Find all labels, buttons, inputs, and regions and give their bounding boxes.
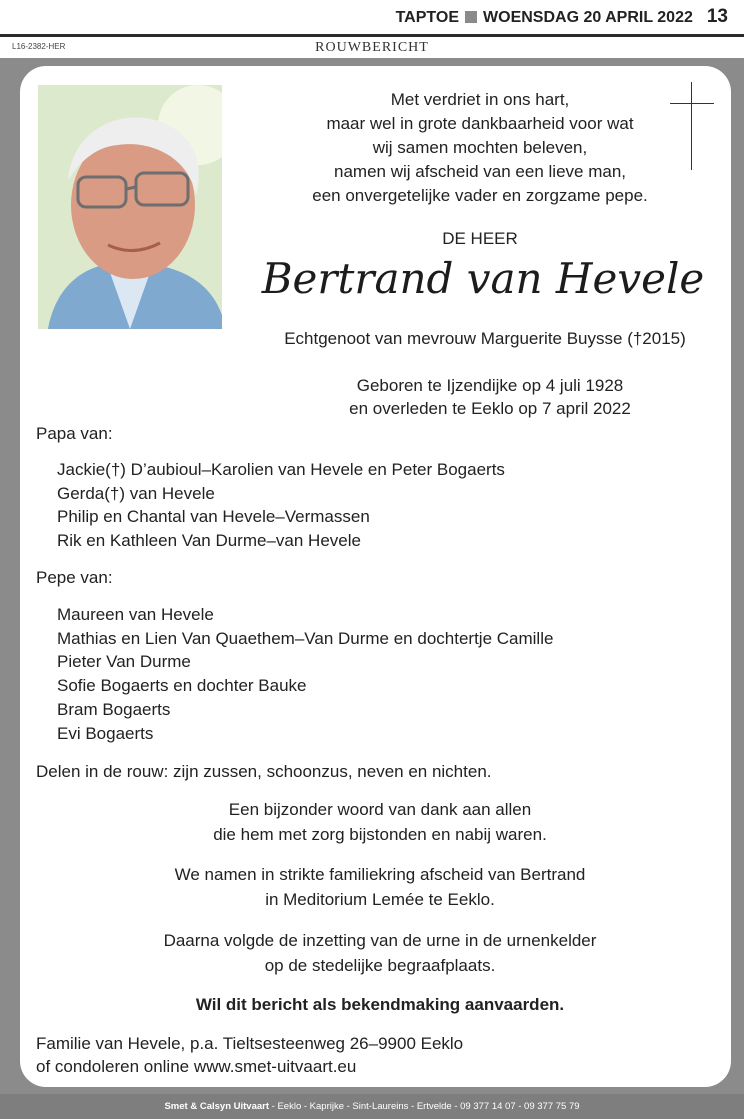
farewell-text xyxy=(40,862,720,912)
papa-list xyxy=(57,458,505,553)
urn-text xyxy=(40,928,720,978)
list-item: Pieter Van Durme xyxy=(57,652,191,672)
urn-line: op de stedelijke begraafplaats. xyxy=(264,956,496,975)
urn-line: Daarna volgde de inzetting van de urne in de urnenkelder xyxy=(163,931,597,950)
publication-date: WOENSDAG 20 APRIL 2022 xyxy=(483,9,693,26)
list-item: Bram Bogaerts xyxy=(57,699,171,719)
portrait-image xyxy=(38,85,222,329)
intro-text xyxy=(270,88,690,208)
publication-name: TAPTOE xyxy=(395,9,460,26)
announcement: Wil dit bericht als bekendmaking aanvaarden. xyxy=(195,995,565,1014)
spouse-line: Echtgenoot van mevrouw Marguerite Buysse (†2015) xyxy=(284,329,686,348)
intro-line: Met verdriet in ons hart, xyxy=(390,90,570,109)
list-item: Philip en Chantal van Hevele–Vermassen xyxy=(57,507,370,527)
funeral-home-name: Smet & Calsyn Uitvaart xyxy=(164,1101,270,1112)
funeral-home-details: - Eeklo - Kaprijke - Sint-Laureins - Ertvelde - 09 377 14 07 - 09 377 75 79 xyxy=(269,1101,580,1112)
contact-line: of condoleren online www.smet-uitvaart.eu xyxy=(36,1057,357,1076)
pepe-list xyxy=(57,603,553,745)
death-line: en overleden te Eeklo op 7 april 2022 xyxy=(349,399,631,418)
thanks-line: die hem met zorg bijstonden en nabij waren. xyxy=(213,825,547,844)
list-item: Mathias en Lien Van Quaethem–Van Durme en dochtertje Camille xyxy=(57,628,554,648)
list-item: Maureen van Hevele xyxy=(57,605,214,624)
contact-block xyxy=(36,1032,463,1078)
deceased-name: Bertrand van Hevele xyxy=(261,254,705,303)
list-item: Sofie Bogaerts en dochter Bauke xyxy=(57,676,307,696)
life-dates xyxy=(280,374,700,420)
square-icon xyxy=(465,11,477,23)
contact-line: Familie van Hevele, p.a. Tieltsesteenweg 26–9900 Eeklo xyxy=(36,1034,464,1053)
portrait-photo xyxy=(38,85,222,329)
intro-line: maar wel in grote dankbaarheid voor wat xyxy=(326,114,634,133)
pepe-heading: Pepe van: xyxy=(36,568,113,587)
list-item: Jackie(†) D’aubioul–Karolien van Hevele en Peter Bogaerts xyxy=(57,460,505,479)
header-line xyxy=(396,6,728,28)
honorific: DE HEER xyxy=(442,229,518,248)
papa-heading: Papa van: xyxy=(36,424,113,443)
newspaper-header xyxy=(0,0,744,37)
section-label: ROUWBERICHT xyxy=(315,40,429,55)
intro-line: namen wij afscheid van een lieve man, xyxy=(334,162,626,181)
thanks-text xyxy=(40,797,720,847)
list-item: Rik en Kathleen Van Durme–van Hevele xyxy=(57,531,361,551)
birth-line: Geboren te Ijzendijke op 4 juli 1928 xyxy=(356,376,624,395)
farewell-line: in Meditorium Lemée te Eeklo. xyxy=(265,890,495,909)
intro-line: wij samen mochten beleven, xyxy=(372,138,588,157)
intro-line: een onvergetelijke vader en zorgzame pepe. xyxy=(312,186,648,205)
list-item: Evi Bogaerts xyxy=(57,723,154,743)
ad-code: L16-2382-HER xyxy=(12,42,66,51)
farewell-line: We namen in strikte familiekring afscheid van Bertrand xyxy=(174,865,586,884)
list-item: Gerda(†) van Hevele xyxy=(57,483,215,503)
mourning-line: Delen in de rouw: zijn zussen, schoonzus, neven en nichten. xyxy=(36,762,492,781)
page-number: 13 xyxy=(706,6,728,27)
funeral-home-footer xyxy=(0,1094,744,1119)
thanks-line: Een bijzonder woord van dank aan allen xyxy=(228,800,532,819)
